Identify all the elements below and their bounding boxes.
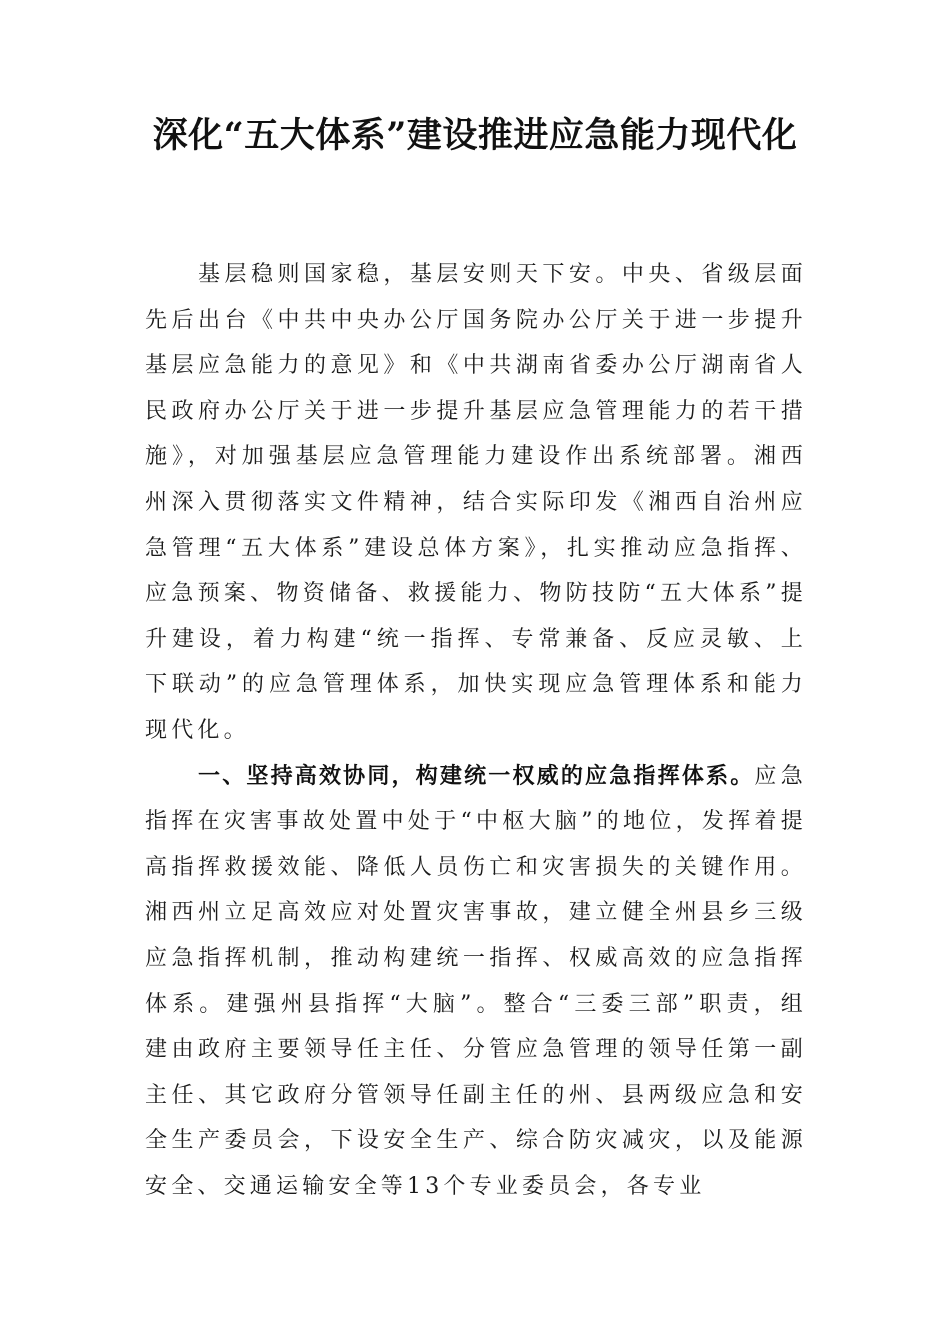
document-title: 深化“五大体系”建设推进应急能力现代化 xyxy=(152,115,798,156)
section-heading: 一、坚持高效协同，构建统一权威的应急指挥体系。 xyxy=(198,763,755,789)
paragraph-text: 应急指挥在灾害事故处置中处于“中枢大脑”的地位，发挥着提高指挥救援效能、降低人员伤亡和灾害损失的关键作用。湘西州立足高效应对处置灾害事故，建立健全州县乡三级应急指挥机制，推动构建统一指挥、权威高效的应急指挥体系。建强州县指挥“大脑”。整合“三委三部”职责，组建由政府主要领导任主任、分管应急管理的领导任第一副主任、其它政府分管领导任副主任的州、县两级应急和安全生产委员会，下设安全生产、综合防灾减灾，以及能源安全、交通运输安全等13个专业委员会，各专业 xyxy=(145,763,807,1199)
document-body xyxy=(145,252,807,1209)
section-one-paragraph xyxy=(145,754,807,1210)
paragraph-text: 基层稳则国家稳，基层安则天下安。中央、省级层面先后出台《中共中央办公厅国务院办公厅关于进一步提升基层应急能力的意见》和《中共湖南省委办公厅湖南省人民政府办公厅关于进一步提升基层应急管理能力的若干措施》，对加强基层应急管理能力建设作出系统部署。湘西州深入贯彻落实文件精神，结合实际印发《湘西自治州应急管理“五大体系”建设总体方案》，扎实推动应急指挥、应急预案、物资储备、救援能力、物防技防“五大体系”提升建设，着力构建“统一指挥、专常兼备、反应灵敏、上下联动”的应急管理体系，加快实现应急管理体系和能力现代化。 xyxy=(145,262,807,743)
intro-paragraph xyxy=(145,252,807,754)
